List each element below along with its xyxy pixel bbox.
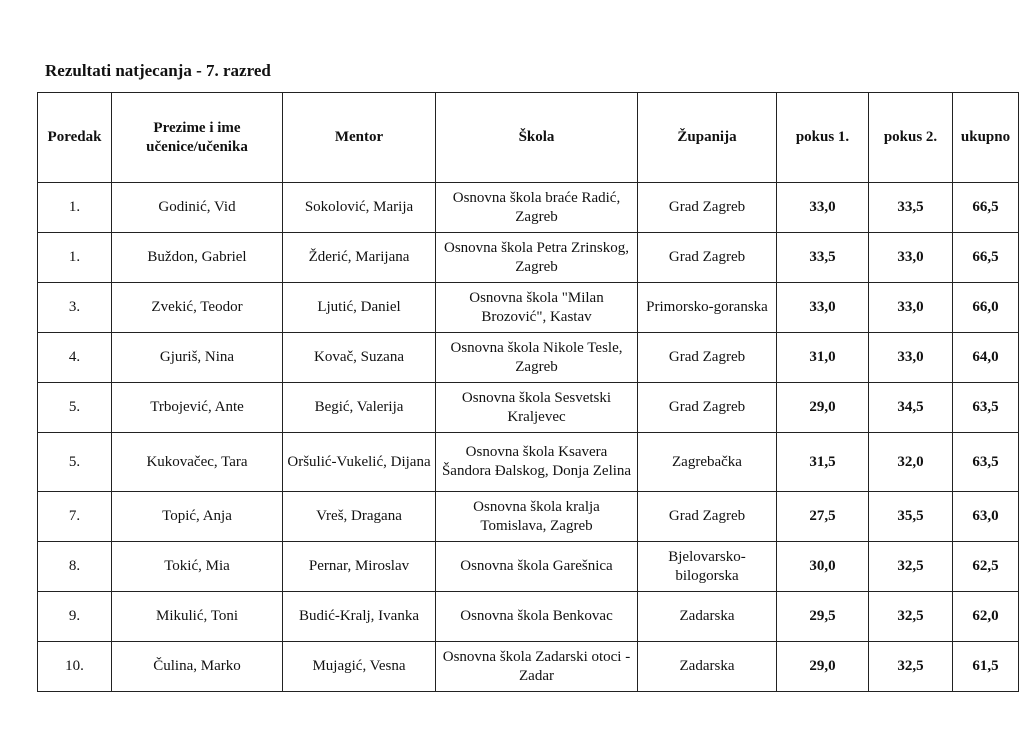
table-row [38, 183, 1019, 233]
cell-student: Mikulić, Toni [112, 592, 283, 642]
cell-total: 64,0 [953, 333, 1019, 383]
header-attempt1: pokus 1. [777, 93, 869, 183]
cell-school: Osnovna škola Benkovac [436, 592, 638, 642]
cell-student: Čulina, Marko [112, 642, 283, 692]
cell-mentor: Oršulić-Vukelić, Dijana [283, 433, 436, 492]
cell-total: 63,5 [953, 433, 1019, 492]
cell-county: Primorsko-goranska [638, 283, 777, 333]
cell-mentor: Budić-Kralj, Ivanka [283, 592, 436, 642]
header-attempt2: pokus 2. [869, 93, 953, 183]
cell-rank: 1. [38, 233, 112, 283]
cell-county: Zadarska [638, 642, 777, 692]
table-row [38, 492, 1019, 542]
cell-rank: 4. [38, 333, 112, 383]
cell-student: Tokić, Mia [112, 542, 283, 592]
cell-school: Osnovna škola Petra Zrinskog, Zagreb [436, 233, 638, 283]
cell-attempt1: 33,5 [777, 233, 869, 283]
cell-total: 66,0 [953, 283, 1019, 333]
table-row [38, 433, 1019, 492]
cell-rank: 5. [38, 433, 112, 492]
cell-student: Godinić, Vid [112, 183, 283, 233]
cell-attempt1: 30,0 [777, 542, 869, 592]
cell-student: Buždon, Gabriel [112, 233, 283, 283]
results-table [37, 92, 1019, 692]
cell-school: Osnovna škola Garešnica [436, 542, 638, 592]
page-title: Rezultati natjecanja - 7. razred [45, 61, 271, 80]
cell-mentor: Mujagić, Vesna [283, 642, 436, 692]
cell-attempt1: 29,0 [777, 642, 869, 692]
cell-total: 63,0 [953, 492, 1019, 542]
cell-attempt2: 32,0 [869, 433, 953, 492]
cell-total: 62,5 [953, 542, 1019, 592]
cell-school: Osnovna škola braće Radić, Zagreb [436, 183, 638, 233]
table-row [38, 333, 1019, 383]
cell-student: Topić, Anja [112, 492, 283, 542]
header-row [38, 93, 1019, 183]
table-row [38, 233, 1019, 283]
cell-attempt2: 33,5 [869, 183, 953, 233]
cell-student: Zvekić, Teodor [112, 283, 283, 333]
table-row [38, 642, 1019, 692]
cell-rank: 1. [38, 183, 112, 233]
cell-county: Zagrebačka [638, 433, 777, 492]
header-rank: Poredak [38, 93, 112, 183]
table-row [38, 283, 1019, 333]
cell-mentor: Ljutić, Daniel [283, 283, 436, 333]
cell-mentor: Žderić, Marijana [283, 233, 436, 283]
cell-total: 62,0 [953, 592, 1019, 642]
cell-attempt1: 27,5 [777, 492, 869, 542]
cell-mentor: Sokolović, Marija [283, 183, 436, 233]
cell-school: Osnovna škola Sesvetski Kraljevec [436, 383, 638, 433]
cell-attempt2: 32,5 [869, 592, 953, 642]
cell-county: Grad Zagreb [638, 383, 777, 433]
cell-attempt1: 29,0 [777, 383, 869, 433]
cell-attempt2: 33,0 [869, 333, 953, 383]
cell-county: Grad Zagreb [638, 333, 777, 383]
cell-student: Kukovačec, Tara [112, 433, 283, 492]
header-county: Županija [638, 93, 777, 183]
cell-attempt1: 29,5 [777, 592, 869, 642]
cell-attempt2: 34,5 [869, 383, 953, 433]
cell-county: Grad Zagreb [638, 492, 777, 542]
cell-rank: 3. [38, 283, 112, 333]
cell-county: Grad Zagreb [638, 233, 777, 283]
cell-school: Osnovna škola Nikole Tesle, Zagreb [436, 333, 638, 383]
cell-school: Osnovna škola "Milan Brozović", Kastav [436, 283, 638, 333]
table-row [38, 383, 1019, 433]
cell-student: Trbojević, Ante [112, 383, 283, 433]
cell-rank: 8. [38, 542, 112, 592]
cell-mentor: Vreš, Dragana [283, 492, 436, 542]
cell-rank: 7. [38, 492, 112, 542]
header-school: Škola [436, 93, 638, 183]
cell-total: 66,5 [953, 233, 1019, 283]
cell-attempt1: 33,0 [777, 283, 869, 333]
cell-school: Osnovna škola kralja Tomislava, Zagreb [436, 492, 638, 542]
cell-rank: 5. [38, 383, 112, 433]
cell-total: 63,5 [953, 383, 1019, 433]
header-total: ukupno [953, 93, 1019, 183]
header-student: Prezime i ime učenice/učenika [112, 93, 283, 183]
cell-mentor: Begić, Valerija [283, 383, 436, 433]
header-mentor: Mentor [283, 93, 436, 183]
cell-county: Zadarska [638, 592, 777, 642]
table-row [38, 592, 1019, 642]
cell-school: Osnovna škola Zadarski otoci - Zadar [436, 642, 638, 692]
cell-attempt2: 32,5 [869, 542, 953, 592]
cell-total: 66,5 [953, 183, 1019, 233]
cell-attempt2: 33,0 [869, 233, 953, 283]
cell-rank: 9. [38, 592, 112, 642]
cell-attempt2: 32,5 [869, 642, 953, 692]
cell-attempt1: 31,5 [777, 433, 869, 492]
cell-total: 61,5 [953, 642, 1019, 692]
cell-student: Gjuriš, Nina [112, 333, 283, 383]
cell-rank: 10. [38, 642, 112, 692]
cell-county: Grad Zagreb [638, 183, 777, 233]
cell-school: Osnovna škola Ksavera Šandora Đalskog, Donja Zelina [436, 433, 638, 492]
cell-attempt1: 33,0 [777, 183, 869, 233]
cell-mentor: Kovač, Suzana [283, 333, 436, 383]
cell-attempt2: 33,0 [869, 283, 953, 333]
cell-mentor: Pernar, Miroslav [283, 542, 436, 592]
table-row [38, 542, 1019, 592]
cell-attempt1: 31,0 [777, 333, 869, 383]
cell-attempt2: 35,5 [869, 492, 953, 542]
cell-county: Bjelovarsko-bilogorska [638, 542, 777, 592]
